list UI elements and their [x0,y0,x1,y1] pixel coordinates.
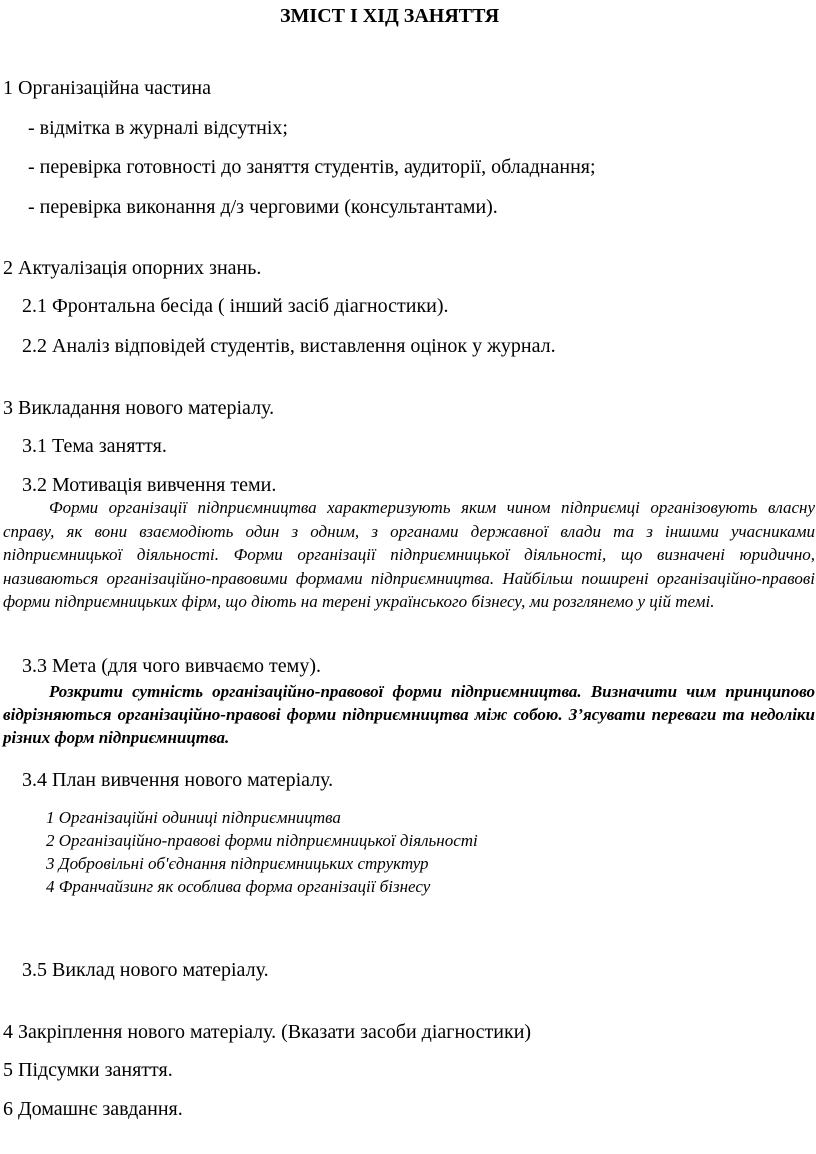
motivation-paragraph: Форми організації підприємництва характеризують яким чином підприємці організовують власну справу, як вони взаємодіють один з одним, з органами державної влади та з іншими учасниками підприємницької діяльності. Форми організації підприємницької діяльності, що визначені юридично, називаються організаційно-правовими формами підприємництва. Найбільш поширені організаційно-правові форми підприємницьких фірм, що діють на терені українського бізнесу, ми розглянемо у цій темі. [3,498,815,611]
goal-paragraph: Розкрити сутність організаційно-правової форми підприємництва. Визначити чим принципово відрізняються організаційно-правові форми підприємництва між собою. З’ясувати переваги та недоліки різних форм підприємництва. [3,682,815,747]
plan-item-4: 4 Франчайзинг як особлива форма організації бізнесу [46,877,431,896]
section-5-heading: 5 Підсумки заняття. [3,1059,173,1081]
s1-item-2: - перевірка готовності до заняття студентів, аудиторії, обладнання; [28,156,596,178]
s3-goal: 3.3 Мета (для чого вивчаємо тему). [22,655,321,677]
plan-item-1: 1 Організаційні одиниці підприємництва [46,808,341,827]
section-1-heading: 1 Організаційна частина [3,77,211,99]
s3-plan: 3.4 План вивчення нового матеріалу. [22,769,334,791]
section-6-heading: 6 Домашнє завдання. [3,1098,183,1120]
section-3-heading: 3 Викладання нового матеріалу. [3,397,275,419]
s3-motivation: 3.2 Мотивація вивчення теми. [22,474,277,496]
s1-item-3: - перевірка виконання д/з черговими (консультантами). [28,196,498,218]
s1-item-1: - відмітка в журналі відсутніх; [28,117,288,139]
page-title: ЗМІСТ І ХІД ЗАНЯТТЯ [280,5,500,27]
plan-item-3: 3 Добровільні об'єднання підприємницьких структур [46,854,429,873]
section-4-heading: 4 Закріплення нового матеріалу. (Вказати засоби діагностики) [3,1021,532,1043]
s2-item-1: 2.1 Фронтальна бесіда ( інший засіб діагностики). [22,295,449,317]
s3-presentation: 3.5 Виклад нового матеріалу. [22,959,269,981]
s3-topic: 3.1 Тема заняття. [22,435,167,457]
section-2-heading: 2 Актуалізація опорних знань. [3,257,262,279]
s2-item-2: 2.2 Аналіз відповідей студентів, виставлення оцінок у журнал. [22,335,556,357]
plan-item-2: 2 Організаційно-правові форми підприємницької діяльності [46,831,478,850]
